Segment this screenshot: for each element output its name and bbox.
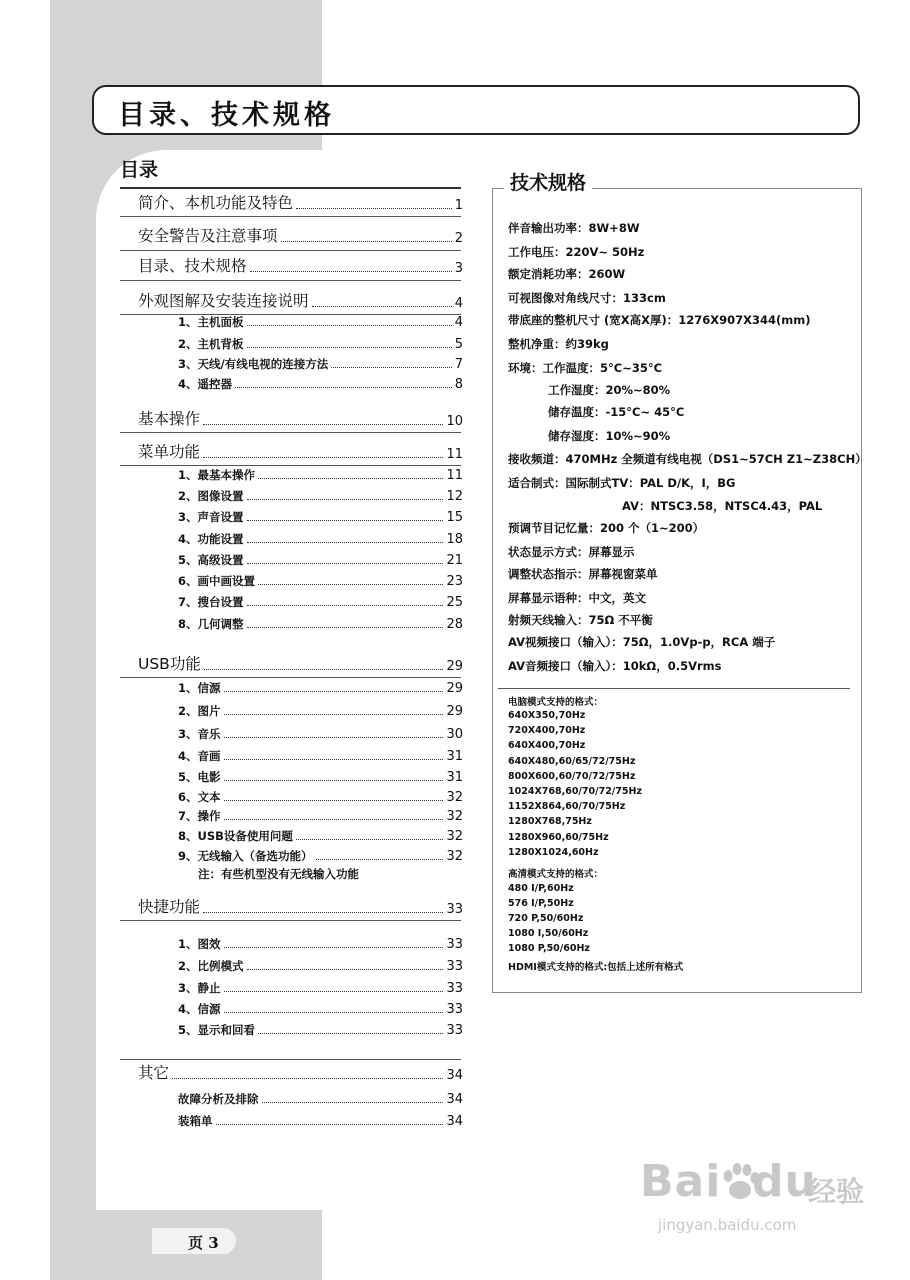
toc-label: 3、天线/有线电视的连接方法 — [178, 357, 329, 371]
toc-sub-row — [178, 808, 463, 824]
toc-sub-row — [178, 848, 463, 864]
toc-sub-row — [178, 769, 463, 785]
toc-sub-row — [178, 336, 463, 352]
toc-label: 3、静止 — [178, 981, 221, 995]
toc-rule — [120, 216, 461, 217]
dot-leader — [224, 946, 444, 948]
toc-page: 33 — [446, 1002, 463, 1017]
toc-label: 故障分析及排除 — [178, 1092, 259, 1106]
toc-page: 33 — [446, 1023, 463, 1038]
watermark-brand: Bai — [640, 1156, 722, 1207]
toc-page: 25 — [446, 595, 463, 610]
toc-sub-row — [178, 616, 463, 632]
toc-heading: 目录 — [120, 159, 159, 181]
toc-main-row — [138, 1061, 463, 1083]
toc-label: 其它 — [138, 1064, 170, 1082]
dot-leader — [247, 346, 452, 348]
spec-heading: 技术规格 — [504, 168, 592, 195]
toc-label: 5、显示和回看 — [178, 1023, 256, 1037]
format-line: 1152X864,60/70/75Hz — [508, 801, 626, 812]
toc-label: 4、音画 — [178, 749, 221, 763]
spec-line: 预调节目记忆量：200 个（1~200） — [508, 521, 705, 535]
toc-label: 2、图像设置 — [178, 489, 244, 503]
dot-leader — [296, 207, 452, 209]
toc-label: 6、文本 — [178, 790, 221, 804]
toc-label: 2、图片 — [178, 704, 221, 718]
dot-leader — [224, 799, 444, 801]
toc-page: 33 — [446, 937, 463, 952]
format-line: 640X350,70Hz — [508, 710, 586, 721]
toc-label: 基本操作 — [138, 410, 201, 428]
toc-label: 7、操作 — [178, 809, 221, 823]
spec-line: 工作湿度：20%~80% — [548, 383, 671, 397]
toc-rule — [120, 250, 461, 251]
toc-sub-row — [178, 531, 463, 547]
toc-label: 安全警告及注意事项 — [138, 227, 278, 245]
dot-leader — [224, 758, 444, 760]
toc-main-row — [138, 440, 463, 462]
dot-leader — [224, 1011, 444, 1013]
toc-sub-row — [178, 828, 463, 844]
format-line: HDMI模式支持的格式:包括上述所有格式 — [508, 962, 684, 973]
toc-sub-row — [178, 936, 463, 952]
toc-sub-row — [178, 467, 463, 483]
dot-leader — [224, 690, 444, 692]
dot-leader — [224, 736, 444, 738]
toc-label: 2、比例模式 — [178, 959, 244, 973]
dot-leader — [247, 541, 444, 543]
toc-rule — [120, 314, 461, 315]
dot-leader — [331, 366, 452, 368]
spec-line: 环境：工作温度：5°C~35°C — [508, 361, 663, 375]
dot-leader — [262, 1101, 444, 1103]
toc-sub-row — [178, 573, 463, 589]
toc-label: 菜单功能 — [138, 443, 201, 461]
dot-leader — [203, 911, 443, 913]
dot-leader — [250, 270, 452, 272]
toc-sub-row — [178, 1091, 463, 1107]
toc-sub-row — [178, 958, 463, 974]
toc-page: 34 — [446, 1092, 463, 1107]
format-line: 480 I/P,60Hz — [508, 883, 574, 894]
dot-leader — [224, 990, 444, 992]
dot-leader — [224, 779, 444, 781]
toc-label: 3、声音设置 — [178, 510, 244, 524]
toc-main-row — [138, 895, 463, 917]
toc-page: 34 — [446, 1068, 463, 1083]
dot-leader — [258, 1032, 443, 1034]
title-bar — [92, 85, 860, 135]
spec-line: 工作电压：220V~ 50Hz — [508, 245, 645, 259]
toc-page: 31 — [446, 749, 463, 764]
toc-label: 8、USB设备使用问题 — [178, 829, 293, 843]
dot-leader — [247, 519, 444, 521]
dot-leader — [204, 668, 444, 670]
toc-label: 2、主机背板 — [178, 337, 244, 351]
watermark-url: jingyan.baidu.com — [658, 1216, 797, 1234]
toc-sub-row — [178, 356, 463, 372]
usb-note: 注：有些机型没有无线输入功能 — [198, 867, 359, 881]
toc-main-row — [138, 652, 463, 674]
format-line: 电脑模式支持的格式： — [508, 697, 604, 708]
toc-label: 简介、本机功能及特色 — [138, 194, 294, 212]
toc-page: 23 — [446, 574, 463, 589]
dot-leader — [258, 477, 443, 479]
toc-label: 4、信源 — [178, 1002, 221, 1016]
dot-leader — [203, 423, 443, 425]
format-line: 1080 I,50/60Hz — [508, 928, 589, 939]
dot-leader — [247, 562, 444, 564]
toc-page: 34 — [446, 1114, 463, 1129]
dot-leader — [281, 240, 452, 242]
dot-leader — [247, 626, 444, 628]
toc-label: USB功能 — [138, 655, 201, 673]
toc-page: 4 — [454, 296, 463, 311]
toc-sub-row — [178, 789, 463, 805]
toc-label: 外观图解及安装连接说明 — [138, 292, 309, 310]
format-line: 576 I/P,50Hz — [508, 898, 574, 909]
watermark-brand-tail: du — [752, 1156, 817, 1207]
toc-main-row — [138, 224, 463, 246]
toc-label: 7、搜台设置 — [178, 595, 244, 609]
toc-heading-rule — [120, 187, 461, 189]
toc-page: 3 — [454, 261, 463, 276]
dot-leader — [247, 968, 444, 970]
toc-page: 4 — [454, 315, 463, 330]
spec-line: 调整状态指示：屏幕视窗菜单 — [508, 567, 658, 581]
toc-sub-row — [178, 980, 463, 996]
toc-label: 装箱单 — [178, 1114, 213, 1128]
toc-sub-row — [178, 488, 463, 504]
toc-label: 快捷功能 — [138, 898, 201, 916]
toc-sub-row — [178, 1022, 463, 1038]
spec-line: 状态显示方式：屏幕显示 — [508, 545, 635, 559]
spec-line: 带底座的整机尺寸 (宽X高X厚)：1276X907X344(mm) — [508, 313, 811, 327]
toc-rule — [120, 432, 461, 433]
toc-page: 7 — [454, 357, 463, 372]
spec-line: AV视频接口（输入）：75Ω，1.0Vp-p，RCA 端子 — [508, 635, 776, 649]
toc-rule — [120, 920, 461, 921]
toc-page: 33 — [446, 981, 463, 996]
toc-page: 1 — [454, 198, 463, 213]
toc-sub-row — [178, 509, 463, 525]
toc-main-row — [138, 289, 463, 311]
baidu-watermark — [640, 1150, 880, 1240]
toc-page: 21 — [446, 553, 463, 568]
toc-page: 33 — [446, 902, 463, 917]
toc-page: 15 — [446, 510, 463, 525]
toc-page: 32 — [446, 790, 463, 805]
toc-page: 29 — [446, 659, 463, 674]
toc-sub-row — [178, 314, 463, 330]
dot-leader — [224, 818, 444, 820]
dot-leader — [247, 498, 444, 500]
toc-label: 3、音乐 — [178, 727, 221, 741]
toc-label: 1、图效 — [178, 937, 221, 951]
toc-label: 5、高级设置 — [178, 553, 244, 567]
format-line: 720 P,50/60Hz — [508, 913, 584, 924]
toc-label: 5、电影 — [178, 770, 221, 784]
spec-line: 接收频道：470MHz 全频道有线电视（DS1~57CH Z1~Z38CH） — [508, 452, 867, 466]
format-line: 720X400,70Hz — [508, 725, 586, 736]
toc-page: 33 — [446, 959, 463, 974]
spec-line: AV音频接口（输入）：10kΩ，0.5Vrms — [508, 659, 722, 673]
dot-leader — [216, 1123, 444, 1125]
dot-leader — [247, 604, 444, 606]
toc-label: 8、几何调整 — [178, 617, 244, 631]
page-title: 目录、技术规格 — [118, 100, 335, 131]
spec-line: 储存温度：-15°C~ 45°C — [548, 405, 685, 419]
toc-main-row — [138, 254, 463, 276]
toc-page: 31 — [446, 770, 463, 785]
toc-label: 9、无线输入（备选功能） — [178, 849, 313, 863]
toc-sub-row — [178, 703, 463, 719]
watermark-brand-cn: 经验 — [808, 1175, 865, 1208]
toc-page: 5 — [454, 337, 463, 352]
toc-sub-row — [178, 680, 463, 696]
toc-main-row — [138, 191, 463, 213]
dot-leader — [203, 456, 443, 458]
toc-page: 18 — [446, 532, 463, 547]
format-line: 1280X768,75Hz — [508, 816, 592, 827]
toc-label: 6、画中画设置 — [178, 574, 256, 588]
toc-page: 10 — [446, 414, 463, 429]
spec-divider — [498, 688, 850, 689]
spec-line: 储存湿度：10%~90% — [548, 429, 671, 443]
toc-label: 1、最基本操作 — [178, 468, 256, 482]
spec-line: 屏幕显示语种：中文，英文 — [508, 591, 646, 605]
format-line: 高清模式支持的格式： — [508, 869, 604, 880]
spec-line: 额定消耗功率：260W — [508, 267, 626, 281]
toc-page: 8 — [454, 377, 463, 392]
dot-leader — [312, 305, 452, 307]
page-footer — [152, 1228, 236, 1254]
spec-line: 可视图像对角线尺寸：133cm — [508, 291, 666, 305]
dot-leader — [235, 386, 452, 388]
toc-page: 29 — [446, 704, 463, 719]
toc-rule — [120, 280, 461, 281]
format-line: 1024X768,60/70/72/75Hz — [508, 786, 642, 797]
toc-sub-row — [178, 552, 463, 568]
format-line: 800X600,60/70/72/75Hz — [508, 771, 636, 782]
toc-page: 32 — [446, 849, 463, 864]
toc-page: 2 — [454, 231, 463, 246]
toc-sub-row — [178, 748, 463, 764]
toc-label: 4、功能设置 — [178, 532, 244, 546]
dot-leader — [247, 324, 452, 326]
toc-rule — [120, 465, 461, 466]
toc-page: 30 — [446, 727, 463, 742]
toc-page: 32 — [446, 829, 463, 844]
format-line: 1280X960,60/75Hz — [508, 832, 609, 843]
dot-leader — [258, 583, 443, 585]
toc-main-row — [138, 407, 463, 429]
dot-leader — [316, 858, 444, 860]
spec-line: 适合制式：国际制式TV：PAL D/K，I，BG — [508, 476, 736, 490]
toc-page: 32 — [446, 809, 463, 824]
toc-sub-row — [178, 594, 463, 610]
page-number: 页 3 — [188, 1234, 219, 1252]
toc-sub-row — [178, 376, 463, 392]
toc-rule — [120, 1059, 461, 1060]
dot-leader — [224, 713, 444, 715]
toc-rule — [120, 677, 461, 678]
toc-page: 29 — [446, 681, 463, 696]
dot-leader — [296, 838, 444, 840]
toc-label: 1、主机面板 — [178, 315, 244, 329]
format-line: 640X400,70Hz — [508, 740, 586, 751]
toc-label: 目录、技术规格 — [138, 257, 247, 275]
dot-leader — [172, 1077, 443, 1079]
spec-line: AV：NTSC3.58，NTSC4.43，PAL — [622, 499, 823, 513]
format-line: 1280X1024,60Hz — [508, 847, 599, 858]
format-line: 640X480,60/65/72/75Hz — [508, 756, 636, 767]
spec-line: 伴音输出功率：8W+8W — [508, 221, 640, 235]
toc-page: 11 — [446, 468, 463, 483]
toc-page: 28 — [446, 617, 463, 632]
toc-sub-row — [178, 1001, 463, 1017]
toc-label: 1、信源 — [178, 681, 221, 695]
toc-page: 12 — [446, 489, 463, 504]
format-line: 1080 P,50/60Hz — [508, 943, 590, 954]
toc-label: 4、遥控器 — [178, 377, 233, 391]
toc-sub-row — [178, 726, 463, 742]
toc-page: 11 — [446, 447, 463, 462]
spec-line: 射频天线输入：75Ω 不平衡 — [508, 613, 653, 627]
toc-sub-row — [178, 1113, 463, 1129]
spec-line: 整机净重：约39kg — [508, 337, 609, 351]
